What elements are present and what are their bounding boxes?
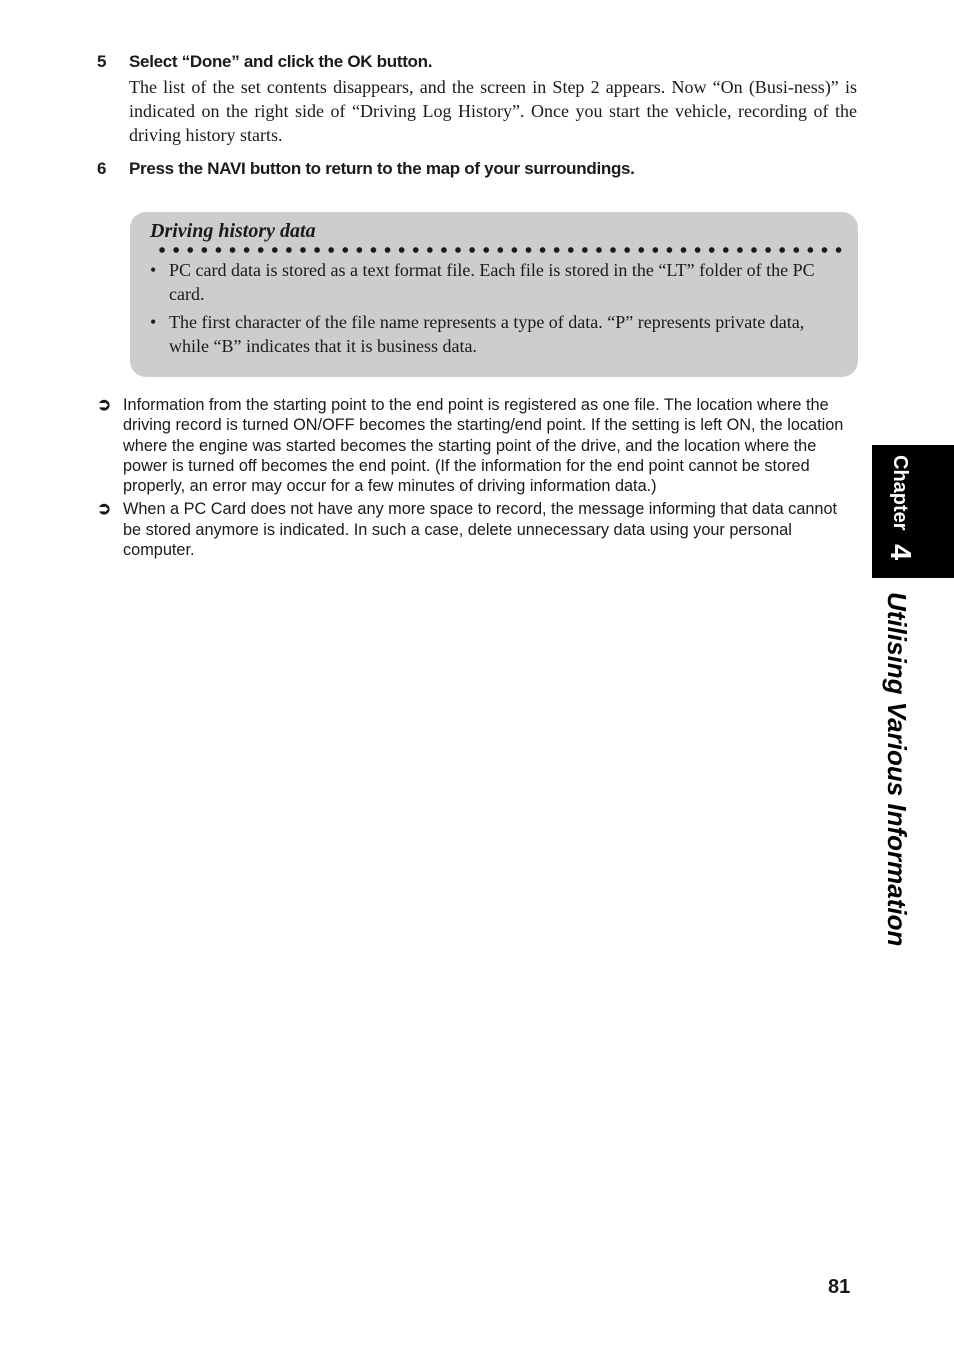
note-list [150, 258, 844, 358]
chapter-title: Utilising Various Information [882, 592, 912, 947]
note-item-text: The first character of the file name represents a type of data. “P” represents private data, while “B” indicates that it is business data. [169, 312, 805, 356]
step-6-heading-text: Press the NAVI button to return to the map of your surroundings. [129, 159, 635, 178]
note-item-1 [150, 258, 844, 306]
step-5-body: The list of the set contents disappears, and the screen in Step 2 appears. Now “On (Busi-ness)” is indicated on the right side of “Driving Log History”. Once you start the vehicle, recording of the driving history starts. [129, 77, 857, 145]
bullet-icon: • [150, 312, 157, 332]
note-item-text: PC card data is stored as a text format file. Each file is stored in the “LT” folder of the PC card. [169, 260, 815, 304]
dotted-divider [155, 246, 845, 254]
tip-text: Information from the starting point to the end point is registered as one file. The location where the driving record is turned ON/OFF becomes the starting/end point. If the setting is left ON, the location where the engine was started becomes the starting point of the drive, and the location where the power is turned off becomes the end point. (If the information for the end point cannot be stored properly, an error may occur for a few minutes of driving information data.) [123, 396, 844, 496]
chapter-number: 4 [884, 544, 916, 561]
tip-text: When a PC Card does not have any more space to record, the message informing that data cannot be stored anymore is indicated. In such a case, delete unnecessary data using your personal computer. [123, 500, 838, 560]
page-number: 81 [828, 1276, 851, 1298]
arrow-icon: ➲ [97, 395, 112, 414]
step-5-number: 5 [97, 52, 107, 71]
step-5 [97, 51, 857, 147]
tips-list [97, 395, 852, 563]
chapter-label [885, 455, 915, 560]
step-6 [97, 158, 857, 180]
tip-item-2 [97, 499, 852, 560]
step-6-heading [97, 158, 857, 180]
note-box [130, 212, 858, 377]
bullet-icon: • [150, 260, 157, 280]
step-5-heading-text: Select “Done” and click the OK button. [129, 52, 433, 71]
step-6-number: 6 [97, 159, 107, 178]
tip-item-1 [97, 395, 852, 496]
step-5-heading [97, 51, 857, 73]
note-item-2 [150, 310, 844, 358]
chapter-label-text: Chapter [889, 455, 911, 531]
note-title: Driving history data [150, 220, 316, 242]
arrow-icon: ➲ [97, 499, 112, 519]
